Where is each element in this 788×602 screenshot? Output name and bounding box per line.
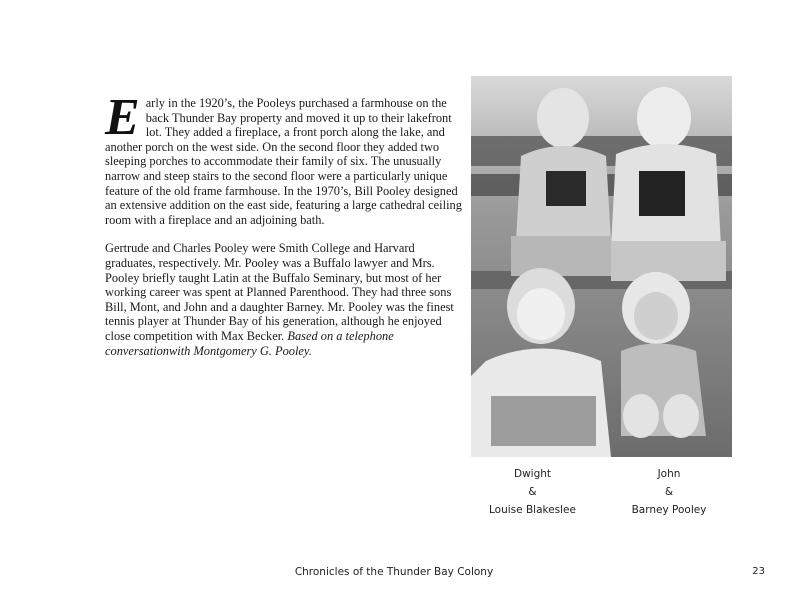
caption-right xyxy=(614,465,724,519)
drop-cap: E xyxy=(105,89,140,146)
caption-left-top: Dwight xyxy=(513,468,552,480)
source-note: Based on a telephone conversationwith Montgomery G. Pooley. xyxy=(105,328,394,358)
caption-right-amp: & xyxy=(664,486,674,498)
paragraph-2 xyxy=(105,241,463,358)
caption-left xyxy=(480,465,585,519)
photo-illustration xyxy=(471,76,732,457)
caption-right-bottom: Barney Pooley xyxy=(631,504,707,516)
caption-left-bottom: Louise Blakeslee xyxy=(489,504,576,516)
paragraph-1-text: arly in the 1920’s, the Pooleys purchased a farmhouse on the back Thunder Bay property and moved it up to their lakefront lot. They added a fireplace, a front porch along the lake, and another porch on the west side. On the second floor they added two sleeping porches to accommodate their family of six. The unusually narrow and steep stairs to the second floor were a particularly unique feature of the old frame farmhouse. In the 1970’s, Bill Pooley designed an extensive addition on the east side, featuring a large cathedral ceiling room with a fireplace and an adjoining bath. xyxy=(105,96,462,227)
page-number: 23 xyxy=(752,566,765,577)
article-text xyxy=(105,89,463,372)
paragraph-2-text: Gertrude and Charles Pooley were Smith College and Harvard graduates, respectively. Mr. Pooley was a Buffalo lawyer and Mrs. Pooley briefly taught Latin at the Buffalo Seminary, but most of her working career was spent at Planned Parenthood. They had three sons Bill, Mont, and John and a daughter Barney. Mr. Pooley was the finest tennis player at Thunder Bay of his generation, although he enjoyed close competition with Max Becker. xyxy=(105,241,454,343)
family-photo xyxy=(471,76,732,457)
caption-left-amp: & xyxy=(528,486,537,498)
caption-right-top: John xyxy=(657,468,681,480)
paragraph-1 xyxy=(105,89,463,227)
footer-title: Chronicles of the Thunder Bay Colony xyxy=(294,566,494,578)
